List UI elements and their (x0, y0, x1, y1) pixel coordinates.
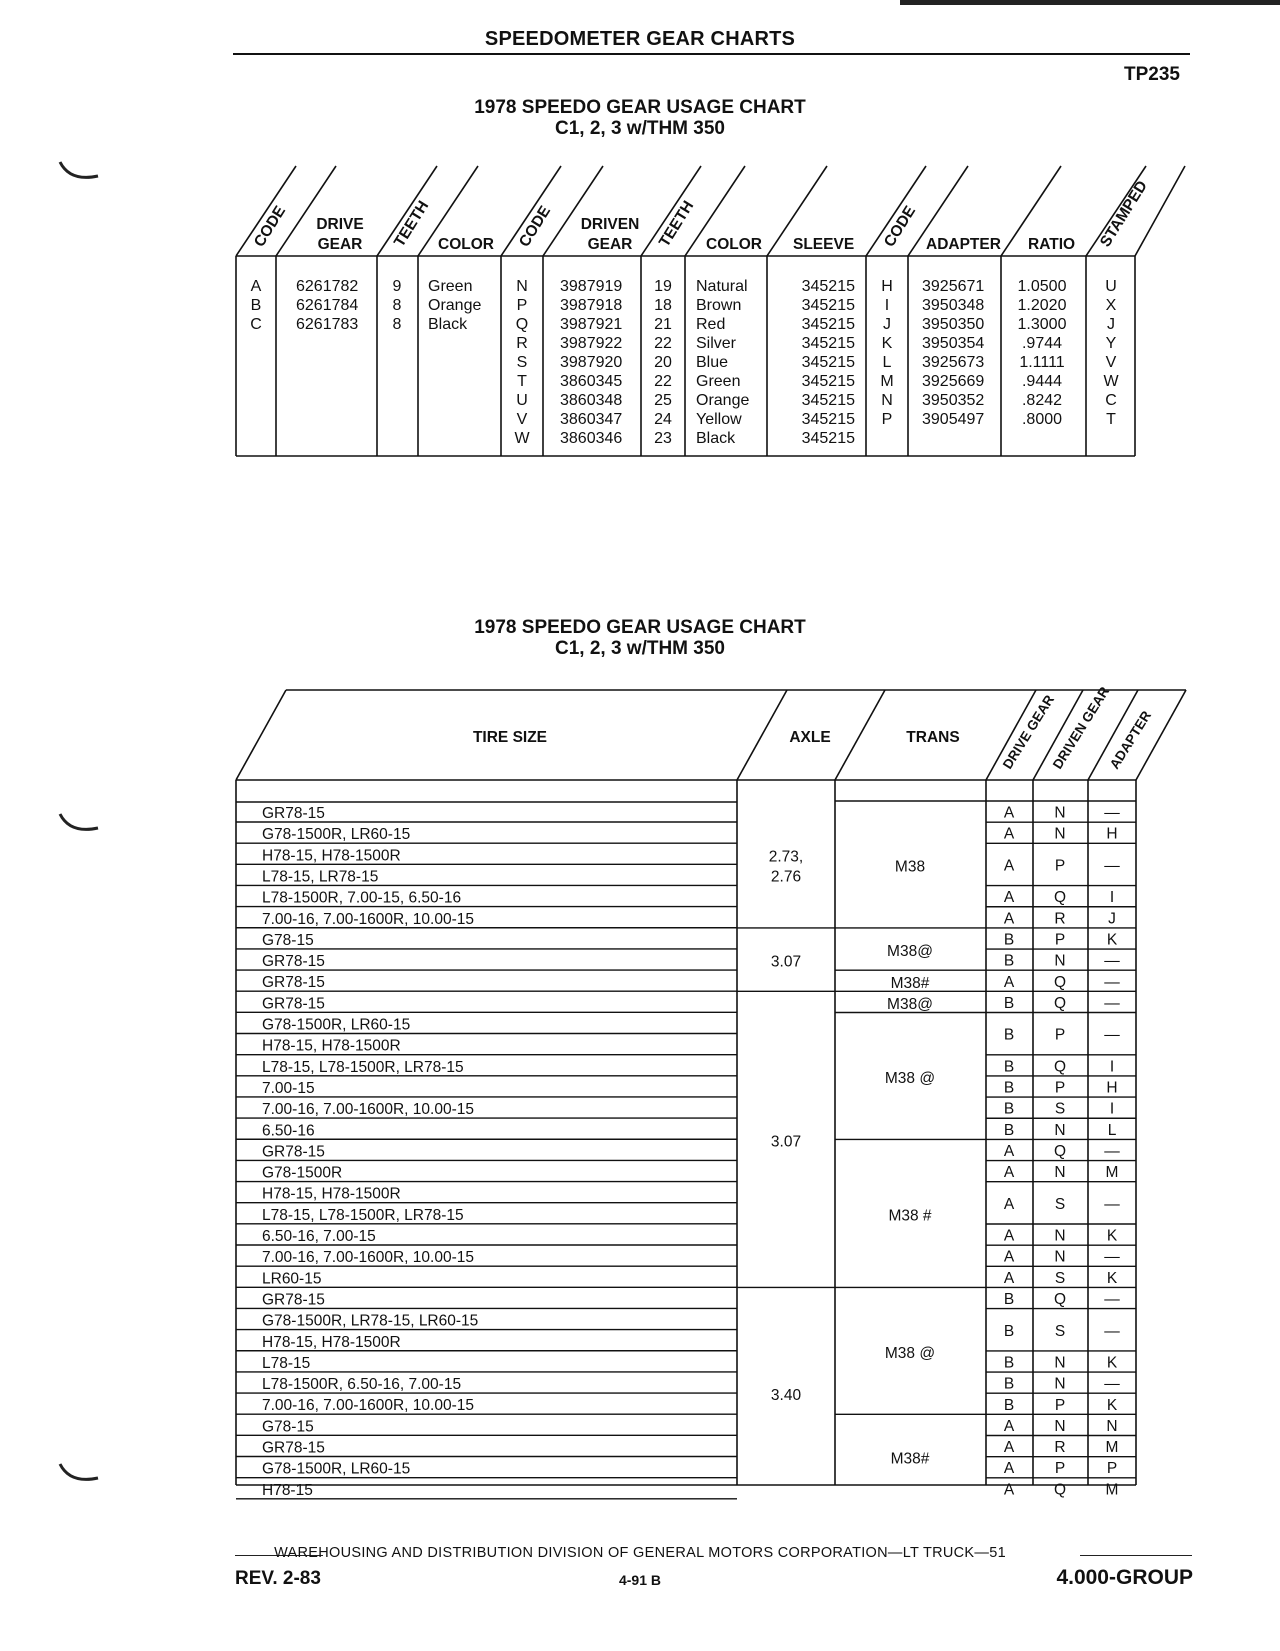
driven-gear-cell: 3987918 (560, 297, 623, 314)
drive-gear-cell: A (1003, 857, 1015, 875)
document-code: TP235 (1124, 64, 1180, 85)
drive-gear-cell: A (1003, 825, 1015, 843)
drive-gear-cell: A (1003, 1227, 1015, 1245)
adapter-number-cell: 3950350 (922, 316, 985, 333)
chart1-subtitle: C1, 2, 3 w/THM 350 (554, 118, 725, 139)
drive-gear-cell: B (1003, 1079, 1015, 1097)
tire-size-cell: 7.00-16, 7.00-1600R, 10.00-15 (262, 1249, 474, 1267)
tire-size-cell: L78-1500R, 7.00-15, 6.50-16 (262, 889, 462, 907)
driven-gear-cell: Q (1053, 1481, 1067, 1499)
tire-size-cell: H78-15, H78-1500R (262, 847, 401, 865)
driven-code-cell: T (517, 373, 527, 390)
driven-gear-cell: P (1054, 1079, 1066, 1097)
adapter-number-cell: 3950352 (922, 392, 985, 409)
driven-gear-cell: N (1054, 1417, 1066, 1435)
adapter-cell: — (1104, 1291, 1120, 1309)
adapter-cell: — (1104, 994, 1120, 1012)
adapter-cell: M (1105, 1164, 1119, 1182)
header-drive-gear-2: GEAR (317, 236, 363, 253)
driven-gear-cell: N (1054, 1248, 1066, 1266)
header-teeth: TEETH (655, 198, 698, 251)
driven-gear-cell: N (1054, 1121, 1066, 1139)
adapter-number-cell: 3925669 (922, 373, 985, 390)
driven-teeth-cell: 23 (654, 430, 672, 447)
ratio-cell: .9744 (1021, 335, 1063, 352)
drive-gear-cell: 6261784 (296, 297, 359, 314)
adapter-cell: — (1104, 804, 1120, 822)
driven-code-cell: V (516, 411, 528, 428)
driven-gear-cell: N (1054, 1375, 1066, 1393)
adapter-number-cell: 3925671 (922, 278, 985, 295)
drive-gear-cell: 6261783 (296, 316, 359, 333)
drive-gear-cell: 6261782 (296, 278, 359, 295)
adapter-cell: M (1105, 1481, 1119, 1499)
driven-gear-cell: P (1054, 857, 1066, 875)
driven-gear-cell: Q (1053, 973, 1067, 991)
tire-size-cell: GR78-15 (262, 974, 325, 992)
header-driven-gear-1: DRIVEN (580, 216, 640, 233)
driven-gear-cell: 3987921 (560, 316, 623, 333)
footer-publisher: WAREHOUSING AND DISTRIBUTION DIVISION OF GENERAL MOTORS CORPORATION—LT TRUCK—51 (274, 1545, 1006, 1561)
header-drive-gear: DRIVE GEAR (999, 692, 1058, 772)
driven-gear-cell: N (1054, 825, 1066, 843)
adapter-cell: — (1104, 1375, 1120, 1393)
header-trans: TRANS (906, 729, 960, 746)
tire-size-cell: GR78-15 (262, 1439, 325, 1457)
stamped-cell: C (1105, 392, 1117, 409)
adapter-cell: — (1104, 857, 1120, 875)
tire-size-cell: 6.50-16 (262, 1122, 315, 1140)
axle-cell: 2.73, (768, 848, 804, 866)
driven-gear-cell: S (1054, 1322, 1066, 1340)
adapter-cell: M (1105, 1439, 1119, 1457)
sleeve-cell: 345215 (801, 316, 855, 333)
tire-size-cell: 7.00-16, 7.00-1600R, 10.00-15 (262, 1101, 474, 1119)
trans-cell: M38# (890, 974, 930, 992)
tire-size-cell: 6.50-16, 7.00-15 (262, 1228, 376, 1245)
driven-gear-cell: 3860346 (560, 430, 623, 447)
adapter-cell: P (1106, 1460, 1118, 1478)
drive-gear-cell: B (1003, 1026, 1015, 1044)
tire-size-cell: H78-15 (262, 1481, 313, 1499)
axle-cell: 3.07 (770, 953, 802, 971)
tire-size-cell: GR78-15 (262, 995, 325, 1013)
drive-gear-cell: A (1003, 1248, 1015, 1266)
adapter-code-cell: L (882, 354, 892, 371)
adapter-cell: I (1109, 1058, 1115, 1076)
tire-size-cell: H78-15, H78-1500R (262, 1185, 401, 1203)
adapter-cell: — (1104, 1322, 1120, 1340)
driven-teeth-cell: 24 (654, 411, 672, 428)
header-drive-gear-1: DRIVE (316, 216, 364, 233)
header-adapter: ADAPTER (1106, 708, 1155, 772)
trans-cell: M38@ (887, 995, 933, 1013)
drive-gear-cell: A (1003, 1417, 1015, 1435)
drive-gear-cell: B (1003, 1121, 1015, 1139)
chart2-subtitle: C1, 2, 3 w/THM 350 (554, 638, 725, 659)
driven-gear-cell: S (1054, 1269, 1066, 1287)
drive-gear-cell: A (1003, 1195, 1015, 1213)
driven-color-cell: Yellow (696, 411, 742, 428)
driven-code-cell: Q (515, 316, 529, 333)
drive-gear-cell: A (1003, 1164, 1015, 1182)
stamped-cell: T (1106, 411, 1116, 428)
ratio-cell: .8242 (1021, 392, 1063, 409)
drive-gear-cell: B (1003, 952, 1015, 970)
adapter-number-cell: 3950348 (922, 297, 985, 314)
header-color: COLOR (438, 236, 494, 253)
tire-size-cell: G78-15 (262, 1418, 314, 1436)
driven-color-cell: Blue (696, 354, 729, 371)
footer-revision: REV. 2-83 (235, 1568, 321, 1589)
ratio-cell: 1.1111 (1019, 354, 1065, 371)
driven-gear-cell: Q (1053, 1142, 1067, 1160)
driven-teeth-cell: 22 (654, 335, 672, 352)
drive-gear-cell: A (1003, 1142, 1015, 1160)
sleeve-cell: 345215 (801, 411, 855, 428)
header-driven-gear-2: GEAR (587, 236, 633, 253)
adapter-number-cell: 3925673 (922, 354, 985, 371)
adapter-cell: — (1104, 1142, 1120, 1160)
adapter-cell: N (1106, 1417, 1118, 1435)
adapter-number-cell: 3950354 (922, 335, 985, 352)
driven-gear-cell: Q (1053, 1291, 1067, 1309)
drive-code-cell: C (250, 316, 262, 333)
adapter-cell: — (1104, 1195, 1120, 1213)
drive-gear-cell: A (1003, 910, 1015, 928)
stamped-cell: J (1107, 316, 1115, 333)
adapter-cell: K (1106, 1269, 1118, 1287)
driven-code-cell: W (514, 430, 530, 447)
sleeve-cell: 345215 (801, 335, 855, 352)
tire-size-cell: 7.00-16, 7.00-1600R, 10.00-15 (262, 910, 474, 928)
driven-code-cell: U (516, 392, 528, 409)
header-axle: AXLE (789, 729, 831, 746)
drive-gear-cell: A (1003, 1439, 1015, 1457)
driven-gear-cell: Q (1053, 889, 1067, 907)
tire-size-cell: 7.00-16, 7.00-1600R, 10.00-15 (262, 1397, 474, 1415)
adapter-code-cell: J (883, 316, 891, 333)
tire-size-cell: G78-1500R (262, 1164, 343, 1182)
header-adapter: ADAPTER (926, 236, 1001, 253)
drive-color-cell: Black (428, 316, 468, 333)
ratio-cell: 1.3000 (1017, 316, 1067, 333)
driven-code-cell: S (516, 354, 528, 371)
sleeve-cell: 345215 (801, 392, 855, 409)
driven-gear-cell: R (1054, 1439, 1066, 1457)
drive-teeth-cell: 8 (392, 316, 402, 333)
adapter-cell: H (1106, 825, 1118, 843)
trans-cell: M38 @ (884, 1344, 936, 1362)
driven-teeth-cell: 20 (654, 354, 672, 371)
trans-cell: M38 @ (884, 1069, 936, 1087)
tire-size-cell: G78-15 (262, 931, 314, 949)
header-code: CODE (250, 203, 290, 251)
tire-size-cell: G78-1500R, LR78-15, LR60-15 (262, 1312, 479, 1330)
tire-size-cell: GR78-15 (262, 805, 325, 822)
driven-color-cell: Red (696, 316, 726, 333)
driven-gear-cell: R (1054, 910, 1066, 928)
tire-size-cell: LR60-15 (262, 1270, 322, 1288)
header-stamped: STAMPED (1096, 177, 1151, 251)
adapter-cell: — (1104, 1248, 1120, 1266)
drive-gear-cell: B (1003, 1058, 1015, 1076)
adapter-cell: K (1106, 1227, 1118, 1245)
drive-gear-cell: A (1003, 804, 1015, 822)
chart1-title: 1978 SPEEDO GEAR USAGE CHART (474, 97, 806, 118)
stamped-cell: Y (1105, 335, 1117, 352)
header-driven-gear: DRIVEN GEAR (1049, 684, 1113, 772)
adapter-cell: I (1109, 1100, 1115, 1118)
tire-size-cell: G78-1500R, LR60-15 (262, 1016, 411, 1034)
adapter-cell: — (1104, 952, 1120, 970)
axle-cell: 3.40 (770, 1387, 802, 1405)
driven-gear-cell: S (1054, 1195, 1066, 1213)
adapter-cell: K (1106, 1396, 1118, 1414)
sleeve-cell: 345215 (801, 373, 855, 390)
driven-color-cell: Natural (696, 278, 748, 295)
drive-teeth-cell: 9 (392, 278, 402, 295)
page-title: SPEEDOMETER GEAR CHARTS (484, 28, 796, 50)
tire-size-cell: G78-1500R, LR60-15 (262, 826, 411, 844)
driven-gear-cell: 3987920 (560, 354, 623, 371)
driven-gear-cell: N (1054, 1354, 1066, 1372)
driven-gear-cell: 3860347 (560, 411, 623, 428)
adapter-cell: — (1104, 973, 1120, 991)
trans-cell: M38 (894, 858, 926, 876)
header-code: CODE (880, 203, 920, 251)
drive-gear-cell: A (1003, 973, 1015, 991)
drive-color-cell: Orange (428, 297, 482, 314)
tire-size-cell: GR78-15 (262, 1291, 325, 1309)
tire-size-cell: GR78-15 (262, 1143, 325, 1161)
header-teeth: TEETH (390, 198, 433, 251)
tire-size-cell: L78-15, L78-1500R, LR78-15 (262, 1206, 464, 1224)
adapter-cell: J (1108, 910, 1116, 928)
stamped-cell: W (1103, 373, 1119, 390)
driven-gear-cell: S (1054, 1100, 1066, 1118)
adapter-cell: K (1106, 1354, 1118, 1372)
adapter-cell: K (1106, 931, 1118, 949)
drive-gear-cell: A (1003, 1481, 1015, 1499)
stamped-cell: U (1105, 278, 1117, 295)
header-ratio: RATIO (1028, 236, 1076, 253)
tire-size-cell: L78-15, LR78-15 (262, 868, 379, 886)
trans-cell: M38# (890, 1450, 930, 1468)
stamped-cell: V (1105, 354, 1117, 371)
header-tire-size: TIRE SIZE (472, 729, 548, 746)
driven-gear-cell: N (1054, 804, 1066, 822)
header-sleeve: SLEEVE (793, 236, 855, 253)
driven-gear-cell: N (1054, 952, 1066, 970)
driven-teeth-cell: 22 (654, 373, 672, 390)
driven-gear-cell: P (1054, 1396, 1066, 1414)
adapter-code-cell: K (881, 335, 893, 352)
ratio-cell: 1.2020 (1017, 297, 1067, 314)
drive-gear-cell: A (1003, 889, 1015, 907)
tire-size-cell: 7.00-15 (262, 1079, 315, 1097)
drive-gear-cell: B (1003, 1100, 1015, 1118)
header-code: CODE (515, 203, 555, 251)
driven-gear-cell: N (1054, 1164, 1066, 1182)
adapter-code-cell: I (884, 297, 890, 314)
drive-gear-cell: B (1003, 1375, 1015, 1393)
driven-teeth-cell: 19 (654, 278, 672, 295)
sleeve-cell: 345215 (801, 430, 855, 447)
driven-gear-cell: P (1054, 931, 1066, 949)
driven-teeth-cell: 18 (654, 297, 672, 314)
trans-cell: M38@ (887, 943, 933, 961)
drive-gear-cell: B (1003, 1396, 1015, 1414)
driven-gear-cell: 3987922 (560, 335, 623, 352)
drive-teeth-cell: 8 (392, 297, 402, 314)
tire-size-cell: H78-15, H78-1500R (262, 1037, 401, 1055)
driven-teeth-cell: 21 (654, 316, 672, 333)
header-color: COLOR (706, 236, 762, 253)
sleeve-cell: 345215 (801, 354, 855, 371)
adapter-code-cell: P (881, 411, 893, 428)
drive-gear-cell: B (1003, 931, 1015, 949)
axle-cell: 3.07 (770, 1133, 802, 1151)
footer-group: 4.000-GROUP (1056, 1566, 1193, 1589)
ratio-cell: .9444 (1021, 373, 1063, 390)
tire-size-cell: L78-1500R, 6.50-16, 7.00-15 (262, 1376, 462, 1394)
adapter-number-cell: 3905497 (922, 411, 985, 428)
sleeve-cell: 345215 (801, 297, 855, 314)
driven-gear-cell: 3860345 (560, 373, 623, 390)
tire-size-cell: L78-15 (262, 1354, 311, 1372)
chart2-title: 1978 SPEEDO GEAR USAGE CHART (474, 617, 806, 638)
driven-gear-cell: 3987919 (560, 278, 623, 295)
driven-color-cell: Brown (696, 297, 742, 314)
trans-cell: M38 # (888, 1207, 932, 1225)
drive-gear-cell: B (1003, 1322, 1015, 1340)
adapter-cell: L (1107, 1121, 1117, 1139)
drive-code-cell: B (250, 297, 262, 314)
driven-code-cell: N (516, 278, 528, 295)
drive-gear-cell: B (1003, 1354, 1015, 1372)
adapter-code-cell: M (880, 373, 894, 390)
adapter-cell: H (1106, 1079, 1118, 1097)
driven-teeth-cell: 25 (654, 392, 672, 409)
axle-cell: 2.76 (770, 868, 802, 886)
adapter-cell: — (1104, 1026, 1120, 1044)
driven-gear-cell: Q (1053, 1058, 1067, 1076)
footer-page-ref: 4-91 B (618, 1572, 662, 1588)
sleeve-cell: 345215 (801, 278, 855, 295)
ratio-cell: .8000 (1021, 411, 1063, 428)
drive-gear-cell: A (1003, 1460, 1015, 1478)
tire-size-cell: L78-15, L78-1500R, LR78-15 (262, 1058, 464, 1076)
drive-gear-cell: A (1003, 1269, 1015, 1287)
driven-color-cell: Black (696, 430, 736, 447)
driven-code-cell: R (516, 335, 528, 352)
tire-size-cell: H78-15, H78-1500R (262, 1333, 401, 1351)
driven-gear-cell: N (1054, 1227, 1066, 1245)
tire-size-cell: GR78-15 (262, 953, 325, 971)
driven-gear-cell: P (1054, 1460, 1066, 1478)
driven-code-cell: P (516, 297, 528, 314)
driven-gear-cell: Q (1053, 994, 1067, 1012)
drive-color-cell: Green (428, 278, 473, 295)
driven-color-cell: Orange (696, 392, 750, 409)
drive-code-cell: A (250, 278, 262, 295)
driven-gear-cell: 3860348 (560, 392, 623, 409)
driven-color-cell: Silver (696, 335, 737, 352)
drive-gear-cell: B (1003, 1291, 1015, 1309)
ratio-cell: 1.0500 (1017, 278, 1067, 295)
drive-gear-cell: B (1003, 994, 1015, 1012)
stamped-cell: X (1105, 297, 1117, 314)
adapter-code-cell: H (881, 278, 893, 295)
driven-color-cell: Green (696, 373, 741, 390)
driven-gear-cell: P (1054, 1026, 1066, 1044)
adapter-cell: I (1109, 889, 1115, 907)
tire-size-cell: G78-1500R, LR60-15 (262, 1460, 411, 1478)
adapter-code-cell: N (881, 392, 893, 409)
